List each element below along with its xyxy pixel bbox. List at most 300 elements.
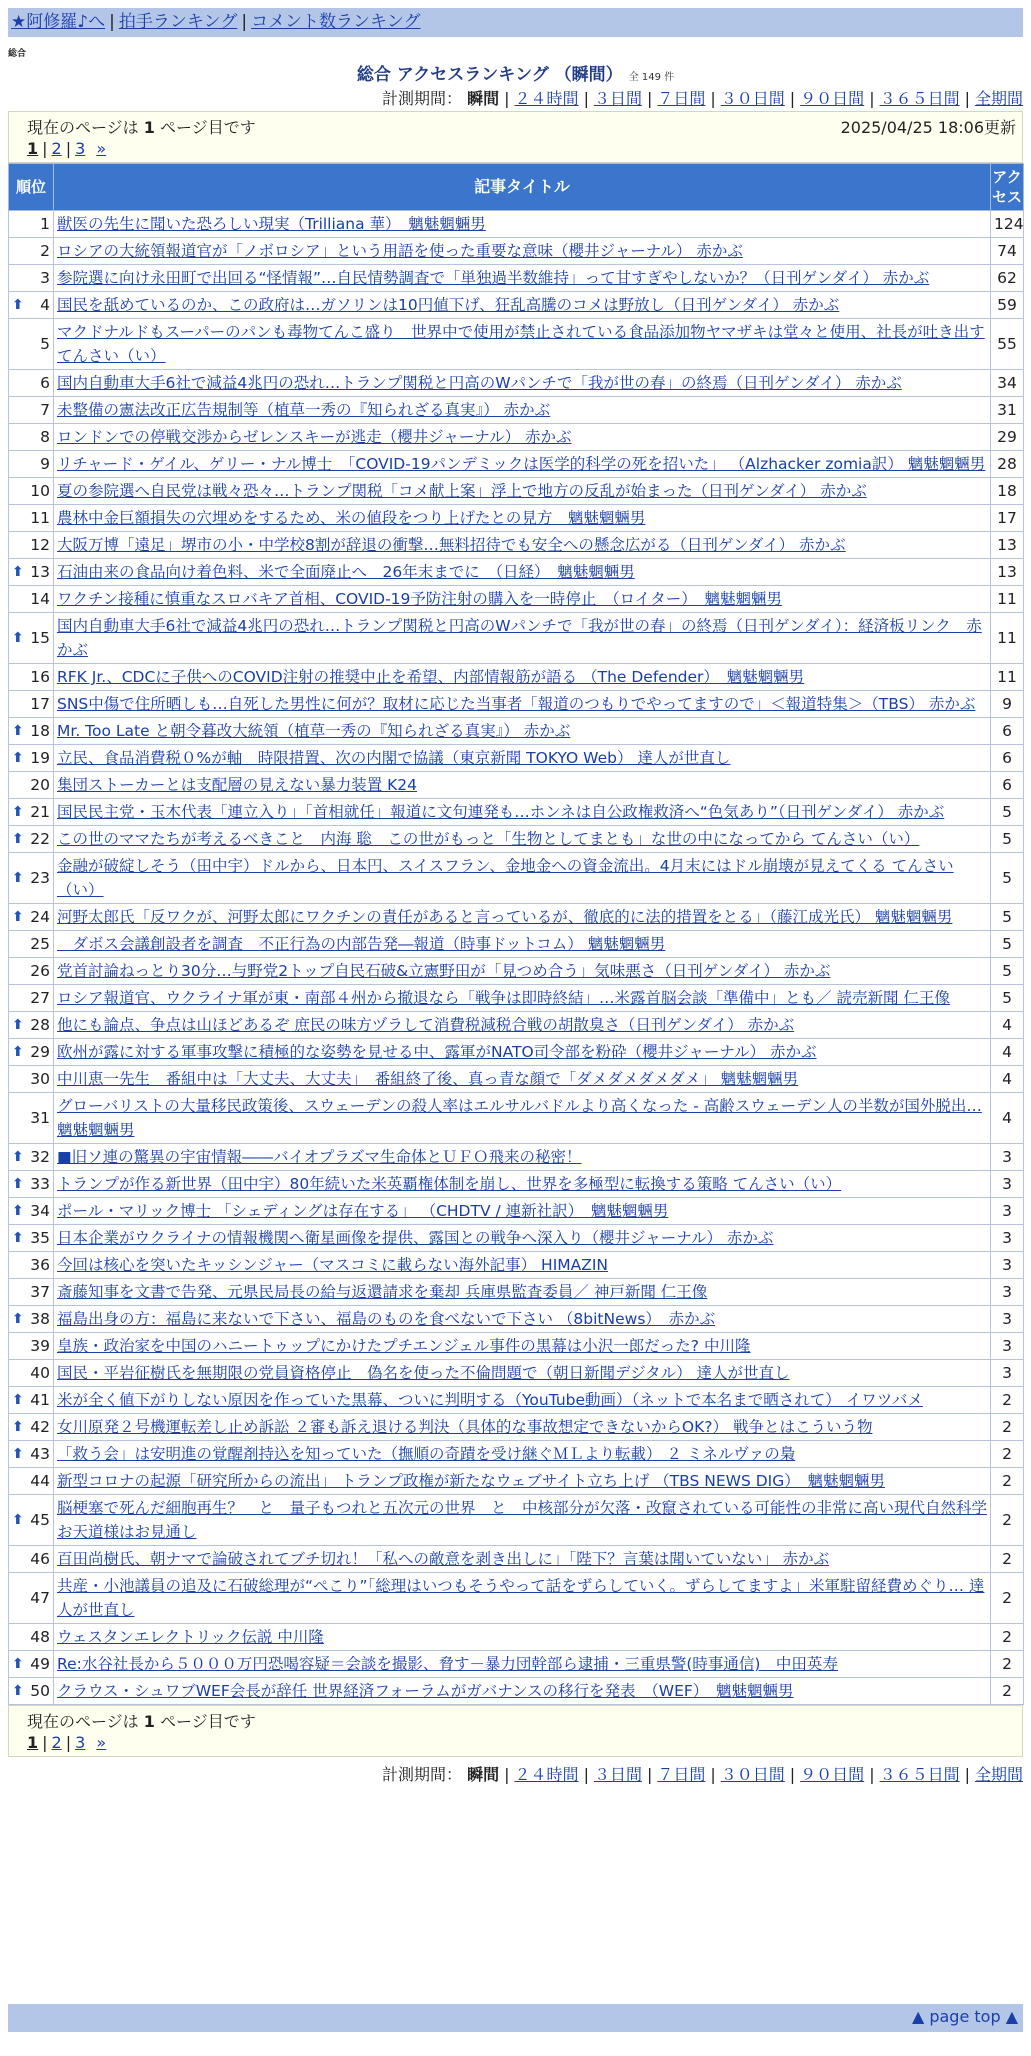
article-title-link[interactable]: 党首討論ねっとり30分…与野党2トップ自民石破&立憲野田が「見つめ合う」気味悪さ（日刊ゲンダイ） 赤かぶ bbox=[57, 962, 831, 980]
article-title-link[interactable]: ポール・マリック博士 「シェディングは存在する」 （CHDTV / 連新社訳） 魑魅魍魎男 bbox=[57, 1202, 669, 1220]
title-cell bbox=[54, 211, 991, 238]
rank-number: 32 bbox=[30, 1148, 50, 1166]
title-cell bbox=[54, 1651, 991, 1678]
title-cell bbox=[54, 772, 991, 799]
rank-up-arrow-icon: ⬆ bbox=[12, 723, 24, 739]
access-count: 17 bbox=[991, 505, 1024, 532]
title-cell bbox=[54, 370, 991, 397]
header-title: 記事タイトル bbox=[54, 164, 991, 211]
access-count: 3 bbox=[991, 1360, 1024, 1387]
rank-cell bbox=[9, 613, 54, 664]
rank-cell bbox=[9, 664, 54, 691]
title-cell bbox=[54, 1279, 991, 1306]
rank-up-arrow-icon: ⬆ bbox=[12, 1044, 24, 1060]
rank-number: 26 bbox=[30, 962, 50, 980]
table-row bbox=[9, 370, 1024, 397]
rank-cell bbox=[9, 586, 54, 613]
rank-cell bbox=[9, 853, 54, 904]
table-row bbox=[9, 1678, 1024, 1705]
ranking-table bbox=[8, 163, 1024, 1705]
header-access: アクセス bbox=[991, 164, 1024, 211]
pagination-top: 1 | 2 | 3 » bbox=[27, 139, 107, 158]
rank-up-arrow-icon: ⬆ bbox=[12, 564, 24, 580]
rank-up-arrow-icon: ⬆ bbox=[12, 1230, 24, 1246]
table-row bbox=[9, 664, 1024, 691]
table-row bbox=[9, 1624, 1024, 1651]
article-title-link[interactable]: ワクチン接種に慎重なスロバキア首相、COVID-19予防注射の購入を一時停止 （ロイター） 魑魅魍魎男 bbox=[57, 590, 782, 608]
title-cell bbox=[54, 397, 991, 424]
access-count: 18 bbox=[991, 478, 1024, 505]
rank-up-arrow-icon: ⬆ bbox=[12, 1419, 24, 1435]
rank-number: 22 bbox=[30, 830, 50, 848]
rank-number: 2 bbox=[40, 242, 50, 260]
title-cell bbox=[54, 1678, 991, 1705]
rank-number: 42 bbox=[30, 1418, 50, 1436]
rank-number: 10 bbox=[30, 482, 50, 500]
article-title-link[interactable]: 立民、食品消費税０%が軸 時限措置、次の内閣で協議（東京新聞 TOKYO Web） 達人が世直し bbox=[57, 749, 731, 767]
article-title-link[interactable]: 欧州が露に対する軍事攻撃に積極的な姿勢を見せる中、露軍がNATO司令部を粉砕（櫻井ジャーナル） 赤かぶ bbox=[57, 1043, 817, 1061]
period-label-bottom: 計測期間： bbox=[382, 1765, 463, 1784]
title-cell bbox=[54, 292, 991, 319]
rank-cell bbox=[9, 1414, 54, 1441]
rank-number: 38 bbox=[30, 1310, 50, 1328]
rank-number: 31 bbox=[30, 1109, 50, 1127]
article-title-link[interactable]: 新型コロナの起源「研究所からの流出」 トランプ政権が新たなウェブサイト立ち上げ （TBS NEWS DIG） 魑魅魍魎男 bbox=[57, 1472, 885, 1490]
title-cell bbox=[54, 451, 991, 478]
title-cell bbox=[54, 745, 991, 772]
article-title-link[interactable]: 斎藤知事を文書で告発、元県民局長の給与返還請求を棄却 兵庫県監査委員／ 神戸新聞 仁王像 bbox=[57, 1283, 708, 1301]
page-link-3-bottom[interactable]: 3 bbox=[75, 1733, 86, 1752]
article-title-link[interactable]: 米が全く値下がりしない原因を作っていた黒幕、ついに判明する（YouTube動画）（ネットで本名まで晒されて） イワツバメ bbox=[57, 1391, 923, 1409]
rank-number: 4 bbox=[40, 296, 50, 314]
page-next-link[interactable]: » bbox=[96, 139, 107, 158]
period-selector-top: 計測期間： 瞬間 | ２４時間 | ３日間 | ７日間 | ３０日間 | ９０日間 | ３６５日間 | 全期間 bbox=[382, 89, 1023, 108]
title-cell bbox=[54, 505, 991, 532]
table-row bbox=[9, 1468, 1024, 1495]
access-count: 59 bbox=[991, 292, 1024, 319]
nav-link-applause-ranking[interactable]: 拍手ランキング bbox=[118, 12, 238, 32]
nav-link-comment-ranking[interactable]: コメント数ランキング bbox=[251, 12, 421, 32]
period-link-3d[interactable]: ３日間 bbox=[593, 89, 642, 108]
period-link-365d[interactable]: ３６５日間 bbox=[879, 89, 960, 108]
rank-number: 5 bbox=[40, 335, 50, 353]
rank-number: 36 bbox=[30, 1256, 50, 1274]
rank-cell bbox=[9, 1012, 54, 1039]
access-count: 5 bbox=[991, 853, 1024, 904]
access-count: 55 bbox=[991, 319, 1024, 370]
bottom-bar bbox=[8, 2004, 1023, 2032]
title-cell bbox=[54, 1225, 991, 1252]
rank-up-arrow-icon: ⬆ bbox=[12, 1446, 24, 1462]
page-title bbox=[0, 60, 1031, 85]
access-count: 3 bbox=[991, 1306, 1024, 1333]
article-title-link[interactable]: 脳梗塞で死んだ細胞再生？ と 量子もつれと五次元の世界 と 中核部分が欠落・改竄されている可能性の非常に高い現代自然科学 お天道様はお見通し bbox=[57, 1499, 988, 1541]
rank-cell bbox=[9, 1093, 54, 1144]
access-count: 3 bbox=[991, 1333, 1024, 1360]
table-row bbox=[9, 1171, 1024, 1198]
article-title-link[interactable]: 日本企業がウクライナの情報機関へ衛星画像を提供、露国との戦争へ深入り（櫻井ジャーナル） 赤かぶ bbox=[57, 1229, 774, 1247]
table-row bbox=[9, 958, 1024, 985]
pager-box-bottom bbox=[8, 1705, 1023, 1757]
table-row bbox=[9, 745, 1024, 772]
article-title-link[interactable]: SNS中傷で住所晒しも…自死した男性に何が？取材に応じた当事者「報道のつもりでやってますので」＜報道特集＞（TBS） 赤かぶ bbox=[57, 695, 976, 713]
rank-number: 48 bbox=[30, 1628, 50, 1646]
title-cell bbox=[54, 1414, 991, 1441]
page-link-1[interactable]: 1 bbox=[27, 139, 39, 158]
title-cell bbox=[54, 1093, 991, 1144]
access-count: 2 bbox=[991, 1573, 1024, 1624]
table-row bbox=[9, 931, 1024, 958]
table-row bbox=[9, 478, 1024, 505]
title-cell bbox=[54, 799, 991, 826]
table-row bbox=[9, 238, 1024, 265]
article-title-link[interactable]: 「救う会」は安明進の覚醒剤持込を知っていた（撫順の奇蹟を受け継ぐＭＬより転載） ２ ミネルヴァの梟 bbox=[57, 1445, 796, 1463]
title-cell bbox=[54, 1624, 991, 1651]
rank-cell bbox=[9, 1468, 54, 1495]
table-row bbox=[9, 1360, 1024, 1387]
table-row bbox=[9, 451, 1024, 478]
title-cell bbox=[54, 1573, 991, 1624]
title-cell bbox=[54, 985, 991, 1012]
table-row bbox=[9, 1093, 1024, 1144]
rank-number: 45 bbox=[30, 1511, 50, 1529]
access-count: 28 bbox=[991, 451, 1024, 478]
period-link-24h-bottom[interactable]: ２４時間 bbox=[514, 1765, 579, 1784]
title-cell bbox=[54, 1306, 991, 1333]
rank-up-arrow-icon: ⬆ bbox=[12, 1683, 24, 1699]
pagination-bottom: 1 | 2 | 3 » bbox=[27, 1733, 107, 1752]
rank-up-arrow-icon: ⬆ bbox=[12, 1017, 24, 1033]
nav-separator: | bbox=[109, 12, 115, 32]
period-link-7d-bottom[interactable]: ７日間 bbox=[657, 1765, 706, 1784]
item-count: 全 149 件 bbox=[628, 72, 675, 83]
rank-cell bbox=[9, 1171, 54, 1198]
rank-up-arrow-icon: ⬆ bbox=[12, 1311, 24, 1327]
access-count: 11 bbox=[991, 613, 1024, 664]
title-cell bbox=[54, 238, 991, 265]
page-top-link[interactable]: ▲ page top ▲ bbox=[911, 2007, 1018, 2026]
rank-cell bbox=[9, 772, 54, 799]
rank-cell bbox=[9, 931, 54, 958]
article-title-link[interactable]: 大阪万博「遠足」堺市の小・中学校8割が辞退の衝撃…無料招待でも安全への懸念広がる（日刊ゲンダイ） 赤かぶ bbox=[57, 536, 846, 554]
article-title-link[interactable]: 女川原発２号機運転差し止め訴訟 ２審も訴え退ける判決（具体的な事故想定できないからOK?） 戦争とはこういう物 bbox=[57, 1418, 873, 1436]
period-link-all-bottom[interactable]: 全期間 bbox=[974, 1765, 1023, 1784]
rank-number: 13 bbox=[30, 563, 50, 581]
rank-cell bbox=[9, 745, 54, 772]
rank-cell bbox=[9, 265, 54, 292]
article-title-link[interactable]: ■旧ソ連の驚異の宇宙情報――バイオプラズマ生命体とＵＦＯ飛来の秘密！ bbox=[57, 1148, 582, 1166]
rank-number: 14 bbox=[30, 590, 50, 608]
article-title-link[interactable]: 中川恵一先生 番組中は「大丈夫、大丈夫」 番組終了後、真っ青な顔で「ダメダメダメダメ」 魑魅魍魎男 bbox=[57, 1070, 799, 1088]
period-link-90d-bottom[interactable]: ９０日間 bbox=[800, 1765, 865, 1784]
period-label: 計測期間： bbox=[382, 89, 463, 108]
rank-cell bbox=[9, 478, 54, 505]
article-title-link[interactable]: 農林中金巨額損失の穴埋めをするため、米の値段をつり上げたとの見方 魑魅魍魎男 bbox=[57, 509, 646, 527]
table-row bbox=[9, 319, 1024, 370]
article-title-link[interactable]: 河野太郎氏「反ワクが、河野太郎にワクチンの責任があると言っているが、徹底的に法的措置をとる」（藤江成光氏） 魑魅魍魎男 bbox=[57, 908, 953, 926]
rank-up-arrow-icon: ⬆ bbox=[12, 909, 24, 925]
access-count: 4 bbox=[991, 1012, 1024, 1039]
access-count: 34 bbox=[991, 370, 1024, 397]
rank-up-arrow-icon: ⬆ bbox=[12, 630, 24, 646]
article-title-link[interactable]: 皇族・政治家を中国のハニートゥップにかけたプチエンジェル事件の黒幕は小沢一郎だった? 中川隆 bbox=[57, 1337, 751, 1355]
rank-number: 41 bbox=[30, 1391, 50, 1409]
title-cell bbox=[54, 931, 991, 958]
period-link-30d-bottom[interactable]: ３０日間 bbox=[720, 1765, 785, 1784]
title-cell bbox=[54, 1039, 991, 1066]
article-title-link[interactable]: ダボス会議創設者を調査 不正行為の内部告発―報道（時事ドットコム） 魑魅魍魎男 bbox=[57, 935, 666, 953]
table-row bbox=[9, 559, 1024, 586]
rank-number: 16 bbox=[30, 668, 50, 686]
article-title-link[interactable]: 今回は核心を突いたキッシンジャー（マスコミに載らない海外記事） HIMAZIN bbox=[57, 1256, 609, 1274]
table-header-row bbox=[9, 164, 1024, 211]
article-title-link[interactable]: グローバリストの大量移民政策後、スウェーデンの殺人率はエルサルバドルより高くなった - 高齢スウェーデン人の半数が国外脱出… 魑魅魍魎男 bbox=[57, 1097, 982, 1139]
article-title-link[interactable]: 国内自動車大手6社で減益4兆円の恐れ…トランプ関税と円高のWパンチで「我が世の春」の終焉（日刊ゲンダイ）：経済板リンク 赤かぶ bbox=[57, 617, 982, 659]
article-title-link[interactable]: ウェスタンエレクトリック伝説 中川隆 bbox=[57, 1628, 324, 1646]
rank-cell bbox=[9, 211, 54, 238]
article-title-link[interactable]: 福島出身の方：福島に来ないで下さい、福島のものを食べないで下さい （8bitNews） 赤かぶ bbox=[57, 1310, 716, 1328]
rank-up-arrow-icon: ⬆ bbox=[12, 750, 24, 766]
period-link-all[interactable]: 全期間 bbox=[974, 89, 1023, 108]
rank-number: 23 bbox=[30, 869, 50, 887]
table-row bbox=[9, 1495, 1024, 1546]
period-link-3d-bottom[interactable]: ３日間 bbox=[593, 1765, 642, 1784]
rank-cell bbox=[9, 958, 54, 985]
rank-up-arrow-icon: ⬆ bbox=[12, 870, 24, 886]
rank-cell bbox=[9, 505, 54, 532]
rank-up-arrow-icon: ⬆ bbox=[12, 1176, 24, 1192]
rank-cell bbox=[9, 532, 54, 559]
access-count: 13 bbox=[991, 532, 1024, 559]
rank-cell bbox=[9, 1066, 54, 1093]
rank-number: 20 bbox=[30, 776, 50, 794]
article-title-link[interactable]: 獣医の先生に聞いた恐ろしい現実（Trilliana 華） 魑魅魍魎男 bbox=[57, 215, 486, 233]
article-title-link[interactable]: クラウス・シュワブWEF会長が辞任 世界経済フォーラムがガバナンスの移行を発表 （WEF） 魑魅魍魎男 bbox=[57, 1682, 794, 1700]
article-title-link[interactable]: ロンドンでの停戦交渉からゼレンスキーが逃走（櫻井ジャーナル） 赤かぶ bbox=[57, 428, 572, 446]
article-title-link[interactable]: 国民・平岩征樹氏を無期限の党員資格停止 偽名を使った不倫問題で（朝日新聞デジタル） 達人が世直し bbox=[57, 1364, 790, 1382]
title-cell bbox=[54, 1333, 991, 1360]
title-cell bbox=[54, 853, 991, 904]
table-row bbox=[9, 1306, 1024, 1333]
article-title-link[interactable]: 夏の参院選へ自民党は戦々恐々…トランプ関税「コメ献上案」浮上で地方の反乱が始まった（日刊ゲンダイ） 赤かぶ bbox=[57, 482, 867, 500]
title-cell bbox=[54, 1441, 991, 1468]
table-row bbox=[9, 1039, 1024, 1066]
access-count: 74 bbox=[991, 238, 1024, 265]
table-row bbox=[9, 1573, 1024, 1624]
table-row bbox=[9, 613, 1024, 664]
rank-number: 8 bbox=[40, 428, 50, 446]
rank-number: 3 bbox=[40, 269, 50, 287]
access-count: 5 bbox=[991, 904, 1024, 931]
rank-number: 29 bbox=[30, 1043, 50, 1061]
rank-cell bbox=[9, 451, 54, 478]
article-title-link[interactable]: 集団ストーカーとは支配層の見えない暴力装置 K24 bbox=[57, 776, 418, 794]
table-row bbox=[9, 532, 1024, 559]
rank-number: 40 bbox=[30, 1364, 50, 1382]
title-cell bbox=[54, 826, 991, 853]
rank-cell bbox=[9, 1252, 54, 1279]
article-title-link[interactable]: この世のママたちが考えるべきこと 内海 聡 この世がもっと「生物としてまとも」な世の中になってから てんさい（い） bbox=[57, 830, 920, 848]
table-row bbox=[9, 1546, 1024, 1573]
access-count: 4 bbox=[991, 1066, 1024, 1093]
rank-cell bbox=[9, 319, 54, 370]
access-count: 6 bbox=[991, 745, 1024, 772]
table-row bbox=[9, 1441, 1024, 1468]
access-count: 9 bbox=[991, 691, 1024, 718]
table-row bbox=[9, 211, 1024, 238]
title-cell bbox=[54, 532, 991, 559]
pager-box-top bbox=[8, 111, 1023, 163]
access-count: 29 bbox=[991, 424, 1024, 451]
page-title-text: 総合 アクセスランキング （瞬間） bbox=[356, 65, 623, 85]
article-title-link[interactable]: ロシアの大統領報道官が「ノボロシア」という用語を使った重要な意味（櫻井ジャーナル） 赤かぶ bbox=[57, 242, 743, 260]
rank-number: 12 bbox=[30, 536, 50, 554]
title-cell bbox=[54, 478, 991, 505]
table-row bbox=[9, 1279, 1024, 1306]
period-selector-bottom: 計測期間： 瞬間 | ２４時間 | ３日間 | ７日間 | ３０日間 | ９０日間 | ３６５日間 | 全期間 bbox=[382, 1765, 1023, 1784]
page-link-2[interactable]: 2 bbox=[51, 139, 62, 158]
table-row bbox=[9, 1012, 1024, 1039]
nav-separator: | bbox=[241, 12, 248, 32]
access-count: 2 bbox=[991, 1678, 1024, 1705]
rank-number: 9 bbox=[40, 455, 50, 473]
access-count: 5 bbox=[991, 958, 1024, 985]
rank-cell bbox=[9, 1495, 54, 1546]
rank-cell bbox=[9, 1360, 54, 1387]
table-row bbox=[9, 799, 1024, 826]
period-current-bottom: 瞬間 bbox=[467, 1765, 500, 1784]
rank-number: 21 bbox=[30, 803, 50, 821]
table-row bbox=[9, 691, 1024, 718]
header-rank: 順位 bbox=[9, 164, 54, 211]
article-title-link[interactable]: 百田尚樹氏、朝ナマで論破されてブチ切れ！「私への敵意を剥き出しに」「陛下？言葉は聞いていない」 赤かぶ bbox=[57, 1550, 830, 1568]
article-title-link[interactable]: 国民を舐めているのか、この政府は…ガソリンは10円値下げ、狂乱高騰のコメは野放し（日刊ゲンダイ） 赤かぶ bbox=[57, 296, 840, 314]
article-title-link[interactable]: マクドナルドもスーパーのパンも毒物てんこ盛り 世界中で使用が禁止されている食品添加物ヤマザキは堂々と使用、社長が吐き出す てんさい（い） bbox=[57, 323, 985, 365]
access-count: 11 bbox=[991, 664, 1024, 691]
rank-up-arrow-icon: ⬆ bbox=[12, 297, 24, 313]
article-title-link[interactable]: Mr. Too Late と朝令暮改大統領（植草一秀の『知られざる真実』） 赤かぶ bbox=[57, 722, 571, 740]
access-count: 3 bbox=[991, 1225, 1024, 1252]
access-count: 5 bbox=[991, 799, 1024, 826]
access-count: 6 bbox=[991, 772, 1024, 799]
page-link-1-bottom[interactable]: 1 bbox=[27, 1733, 39, 1752]
title-cell bbox=[54, 904, 991, 931]
title-cell bbox=[54, 613, 991, 664]
period-link-24h[interactable]: ２４時間 bbox=[514, 89, 579, 108]
access-count: 5 bbox=[991, 985, 1024, 1012]
access-count: 11 bbox=[991, 586, 1024, 613]
rank-cell bbox=[9, 1306, 54, 1333]
table-row bbox=[9, 424, 1024, 451]
rank-up-arrow-icon: ⬆ bbox=[12, 831, 24, 847]
rank-number: 28 bbox=[30, 1016, 50, 1034]
nav-link-home[interactable]: ★阿修羅♪へ bbox=[11, 12, 106, 32]
access-count: 2 bbox=[991, 1651, 1024, 1678]
access-count: 62 bbox=[991, 265, 1024, 292]
table-row bbox=[9, 1414, 1024, 1441]
title-cell bbox=[54, 1012, 991, 1039]
article-title-link[interactable]: ロシア報道官、ウクライナ軍が東・南部４州から撤退なら「戦争は即時終結」…米露首脳会談「準備中」とも／ 読売新聞 仁王像 bbox=[57, 989, 950, 1007]
access-count: 4 bbox=[991, 1039, 1024, 1066]
rank-cell bbox=[9, 1441, 54, 1468]
rank-up-arrow-icon: ⬆ bbox=[12, 1203, 24, 1219]
article-title-link[interactable]: リチャード・ゲイル、ゲリー・ナル博士 「COVID-19パンデミックは医学的科学の死を招いた」 （Alzhacker zomia訳） 魑魅魍魎男 bbox=[57, 455, 986, 473]
period-link-7d[interactable]: ７日間 bbox=[657, 89, 706, 108]
rank-up-arrow-icon: ⬆ bbox=[12, 1149, 24, 1165]
rank-cell bbox=[9, 238, 54, 265]
current-page-text: 現在のページは 1 ページ目です bbox=[27, 118, 256, 137]
rank-up-arrow-icon: ⬆ bbox=[12, 1656, 24, 1672]
access-count: 2 bbox=[991, 1546, 1024, 1573]
rank-number: 43 bbox=[30, 1445, 50, 1463]
article-title-link[interactable]: Re:水谷社長から５０００万円恐喝容疑＝会談を撮影、脅す－暴力団幹部ら逮捕・三重県警(時事通信) 中田英寿 bbox=[57, 1655, 838, 1673]
table-row bbox=[9, 1333, 1024, 1360]
rank-cell bbox=[9, 691, 54, 718]
rank-number: 46 bbox=[30, 1550, 50, 1568]
period-link-365d-bottom[interactable]: ３６５日間 bbox=[879, 1765, 960, 1784]
article-title-link[interactable]: 他にも論点、争点は山ほどあるぞ 庶民の味方ヅラして消費税減税合戦の胡散臭さ（日刊ゲンダイ） 赤かぶ bbox=[57, 1016, 795, 1034]
ranking-table-body bbox=[9, 211, 1024, 1705]
rank-number: 44 bbox=[30, 1472, 50, 1490]
rank-number: 7 bbox=[40, 401, 50, 419]
rank-number: 18 bbox=[30, 722, 50, 740]
article-title-link[interactable]: 国民民主党・玉木代表「連立入り」「首相就任」報道に文句連発も…ホンネは自公政権救済へ“色気あり”（日刊ゲンダイ） 赤かぶ bbox=[57, 803, 945, 821]
title-cell bbox=[54, 1066, 991, 1093]
rank-cell bbox=[9, 1279, 54, 1306]
table-row bbox=[9, 718, 1024, 745]
article-title-link[interactable]: 石油由来の食品向け着色料、米で全面廃止へ 26年末までに （日経） 魑魅魍魎男 bbox=[57, 563, 635, 581]
access-count: 2 bbox=[991, 1468, 1024, 1495]
title-cell bbox=[54, 1387, 991, 1414]
table-row bbox=[9, 853, 1024, 904]
article-title-link[interactable]: 未整備の憲法改正広告規制等（植草一秀の『知られざる真実』） 赤かぶ bbox=[57, 401, 551, 419]
table-row bbox=[9, 1651, 1024, 1678]
page-link-2-bottom[interactable]: 2 bbox=[51, 1733, 62, 1752]
access-count: 31 bbox=[991, 397, 1024, 424]
top-nav-bar bbox=[8, 8, 1023, 37]
article-title-link[interactable]: 金融が破綻しそう（田中宇）ドルから、日本円、スイスフラン、金地金への資金流出。4月末にはドル崩壊が見えてくる てんさい（い） bbox=[57, 857, 954, 899]
rank-cell bbox=[9, 1651, 54, 1678]
title-cell bbox=[54, 1495, 991, 1546]
access-count: 3 bbox=[991, 1198, 1024, 1225]
page-next-link-bottom[interactable]: » bbox=[96, 1733, 107, 1752]
rank-number: 30 bbox=[30, 1070, 50, 1088]
period-link-90d[interactable]: ９０日間 bbox=[800, 89, 865, 108]
table-row bbox=[9, 1252, 1024, 1279]
title-cell bbox=[54, 319, 991, 370]
article-title-link[interactable]: 国内自動車大手6社で減益4兆円の恐れ…トランプ関税と円高のWパンチで「我が世の春」の終焉（日刊ゲンダイ） 赤かぶ bbox=[57, 374, 902, 392]
access-count: 2 bbox=[991, 1414, 1024, 1441]
article-title-link[interactable]: トランプが作る新世界（田中宇）80年続いた米英覇権体制を崩し、世界を多極型に転換する策略 てんさい（い） bbox=[57, 1175, 842, 1193]
rank-number: 17 bbox=[30, 695, 50, 713]
rank-number: 35 bbox=[30, 1229, 50, 1247]
article-title-link[interactable]: 共産・小池議員の追及に石破総理が“ぺこり”「総理はいつもそうやって話をずらしていく。ずらしてますよ」米軍駐留経費めぐり… 達人が世直し bbox=[57, 1577, 985, 1619]
period-link-30d[interactable]: ３０日間 bbox=[720, 89, 785, 108]
title-cell bbox=[54, 424, 991, 451]
table-row bbox=[9, 1198, 1024, 1225]
table-row bbox=[9, 1144, 1024, 1171]
title-cell bbox=[54, 1198, 991, 1225]
access-count: 3 bbox=[991, 1144, 1024, 1171]
article-title-link[interactable]: RFK Jr.、CDCに子供へのCOVID注射の推奨中止を希望、内部情報筋が語る （The Defender） 魑魅魍魎男 bbox=[57, 668, 805, 686]
table-row bbox=[9, 1066, 1024, 1093]
access-count: 5 bbox=[991, 826, 1024, 853]
article-title-link[interactable]: 参院選に向け永田町で出回る“怪情報”…自民情勢調査で「単独過半数維持」って甘すぎやしないか？（日刊ゲンダイ） 赤かぶ bbox=[57, 269, 930, 287]
page-link-3[interactable]: 3 bbox=[75, 139, 86, 158]
title-cell bbox=[54, 664, 991, 691]
rank-cell bbox=[9, 1333, 54, 1360]
rank-up-arrow-icon: ⬆ bbox=[12, 1392, 24, 1408]
